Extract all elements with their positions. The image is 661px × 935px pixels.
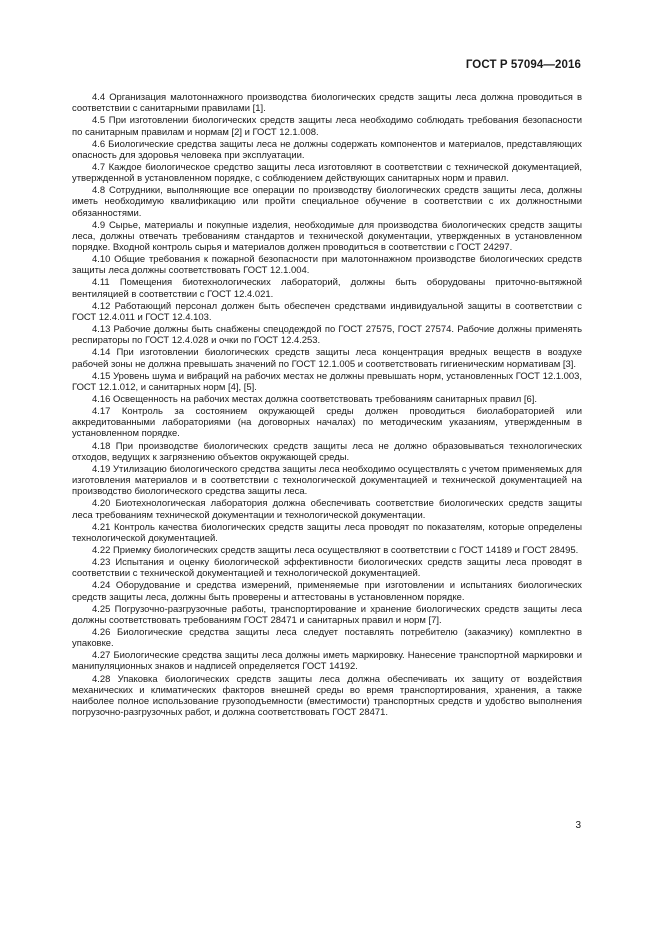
paragraph-4-11: 4.11 Помещения биотехнологических лабораторий, должны быть оборудованы приточно-вытяжной вентиляцией в соответствии с ГОСТ 12.4.021. [72,277,582,300]
paragraph-4-25: 4.25 Погрузочно-разгрузочные работы, транспортирование и хранение биологических средств защиты леса должны соответствовать требованиям ГОСТ 28471 и санитарных правил и норм [7]. [72,603,582,626]
standard-header: ГОСТ Р 57094—2016 [465,59,581,71]
paragraph-4-8: 4.8 Сотрудники, выполняющие все операции по производству биологических средств защиты леса, должны иметь необходимую квалификацию или пройти специальное обучение в соответствии с их должностными обязанностями. [72,185,582,219]
paragraph-4-13: 4.13 Рабочие должны быть снабжены спецодеждой по ГОСТ 27575, ГОСТ 27574. Рабочие должны применять респираторы по ГОСТ 12.4.028 и очки по ГОСТ 12.4.253. [72,324,582,347]
paragraph-4-24: 4.24 Оборудование и средства измерений, применяемые при изготовлении и испытаниях биологических средств защиты леса, должны быть проверены и аттестованы в установленном порядке. [72,580,582,603]
paragraph-4-28: 4.28 Упаковка биологических средств защиты леса должна обеспечивать их защиту от воздействия механических и климатических факторов внешней среды во время транспортирования, хранения, а также наиболее полное использование грузоподъемности (вместимости) транспортных средств и удобство выполнения погрузочно-разгрузочных работ, и должна соответствовать ГОСТ 28471. [72,673,582,719]
paragraph-4-18: 4.18 При производстве биологических средств защиты леса не должно образовываться технологических отходов, ведущих к загрязнению объектов окружающей среды. [72,440,582,463]
paragraph-4-22: 4.22 Приемку биологических средств защиты леса осуществляют в соответствии с ГОСТ 14189 и ГОСТ 28495. [92,544,579,556]
paragraph-4-9: 4.9 Сырье, материалы и покупные изделия, необходимые для производства биологических средств защиты леса, должны отвечать требованиям стандартов и технической документации, утвержденных в установленном порядке. Входной контроль сырья и материалов должен проводиться в соответствии с ГОСТ 24297. [72,219,582,254]
paragraph-4-12: 4.12 Работающий персонал должен быть обеспечен средствами индивидуальной защиты в соответствии с ГОСТ 12.4.011 и ГОСТ 12.4.103. [72,300,582,323]
paragraph-4-14: 4.14 При изготовлении биологических средств защиты леса концентрация вредных веществ в воздухе рабочей зоны не должна превышать значений по ГОСТ 12.1.005 и соответствовать гигиеническим нормативам [3]. [72,347,582,370]
paragraph-4-16: 4.16 Освещенность на рабочих местах должна соответствовать требованиям санитарных правил [6]. [92,393,538,405]
paragraph-4-17: 4.17 Контроль за состоянием окружающей среды должен проводиться биолабораторией или аккредитованными лабораториями (на договорных началах) по методическим указаниям, утвержденным в установленном порядке. [72,406,582,440]
paragraph-4-27: 4.27 Биологические средства защиты леса должны иметь маркировку. Нанесение транспортной маркировки и манипуляционных знаков и надписей определяется ГОСТ 14192. [72,650,582,673]
paragraph-4-21: 4.21 Контроль качества биологических средств защиты леса проводят по показателям, которые определены технологической документацией. [72,521,582,544]
paragraph-4-26: 4.26 Биологические средства защиты леса следует поставлять потребителю (заказчику) комплектно в упаковке. [72,626,582,650]
paragraph-4-23: 4.23 Испытания и оценку биологической эффективности биологических средств защиты леса проводят в соответствии с технической документацией и технологической документацией. [72,557,582,580]
paragraph-4-4: 4.4 Организация малотоннажного производства биологических средств защиты леса должна проводиться в соответствии с санитарными правилами [1]. [72,92,582,115]
paragraph-4-20: 4.20 Биотехнологическая лаборатория должна обеспечивать соответствие биологических средств защиты леса требованиям технической документации и технологической документации. [72,498,582,521]
body-text [72,92,582,719]
paragraph-4-5: 4.5 При изготовлении биологических средств защиты леса необходимо соблюдать требования безопасности по санитарным правилам и нормам [2] и ГОСТ 12.1.008. [72,115,582,138]
paragraph-4-19: 4.19 Утилизацию биологического средства защиты леса необходимо осуществлять с учетом применяемых для изготовления материалов и в соответствии с технологической документацией и технической документацией на производство биологического средства защиты леса. [72,463,582,498]
paragraph-4-6: 4.6 Биологические средства защиты леса не должны содержать компонентов и материалов, представляющих опасность для здоровья человека при эксплуатации. [72,138,582,161]
page-number: 3 [575,820,581,831]
paragraph-4-10: 4.10 Общие требования к пожарной безопасности при малотоннажном производстве биологических средств защиты леса должны соответствовать ГОСТ 12.1.004. [72,254,582,277]
paragraph-4-7: 4.7 Каждое биологическое средство защиты леса изготовляют в соответствии с технической документацией, утвержденной в установленном порядке, с соблюдением действующих санитарных норм и правил. [72,161,582,185]
paragraph-4-15: 4.15 Уровень шума и вибраций на рабочих местах не должны превышать норм, установленных ГОСТ 12.1.003, ГОСТ 12.1.012, и санитарных норм [4], [5]. [72,370,582,393]
